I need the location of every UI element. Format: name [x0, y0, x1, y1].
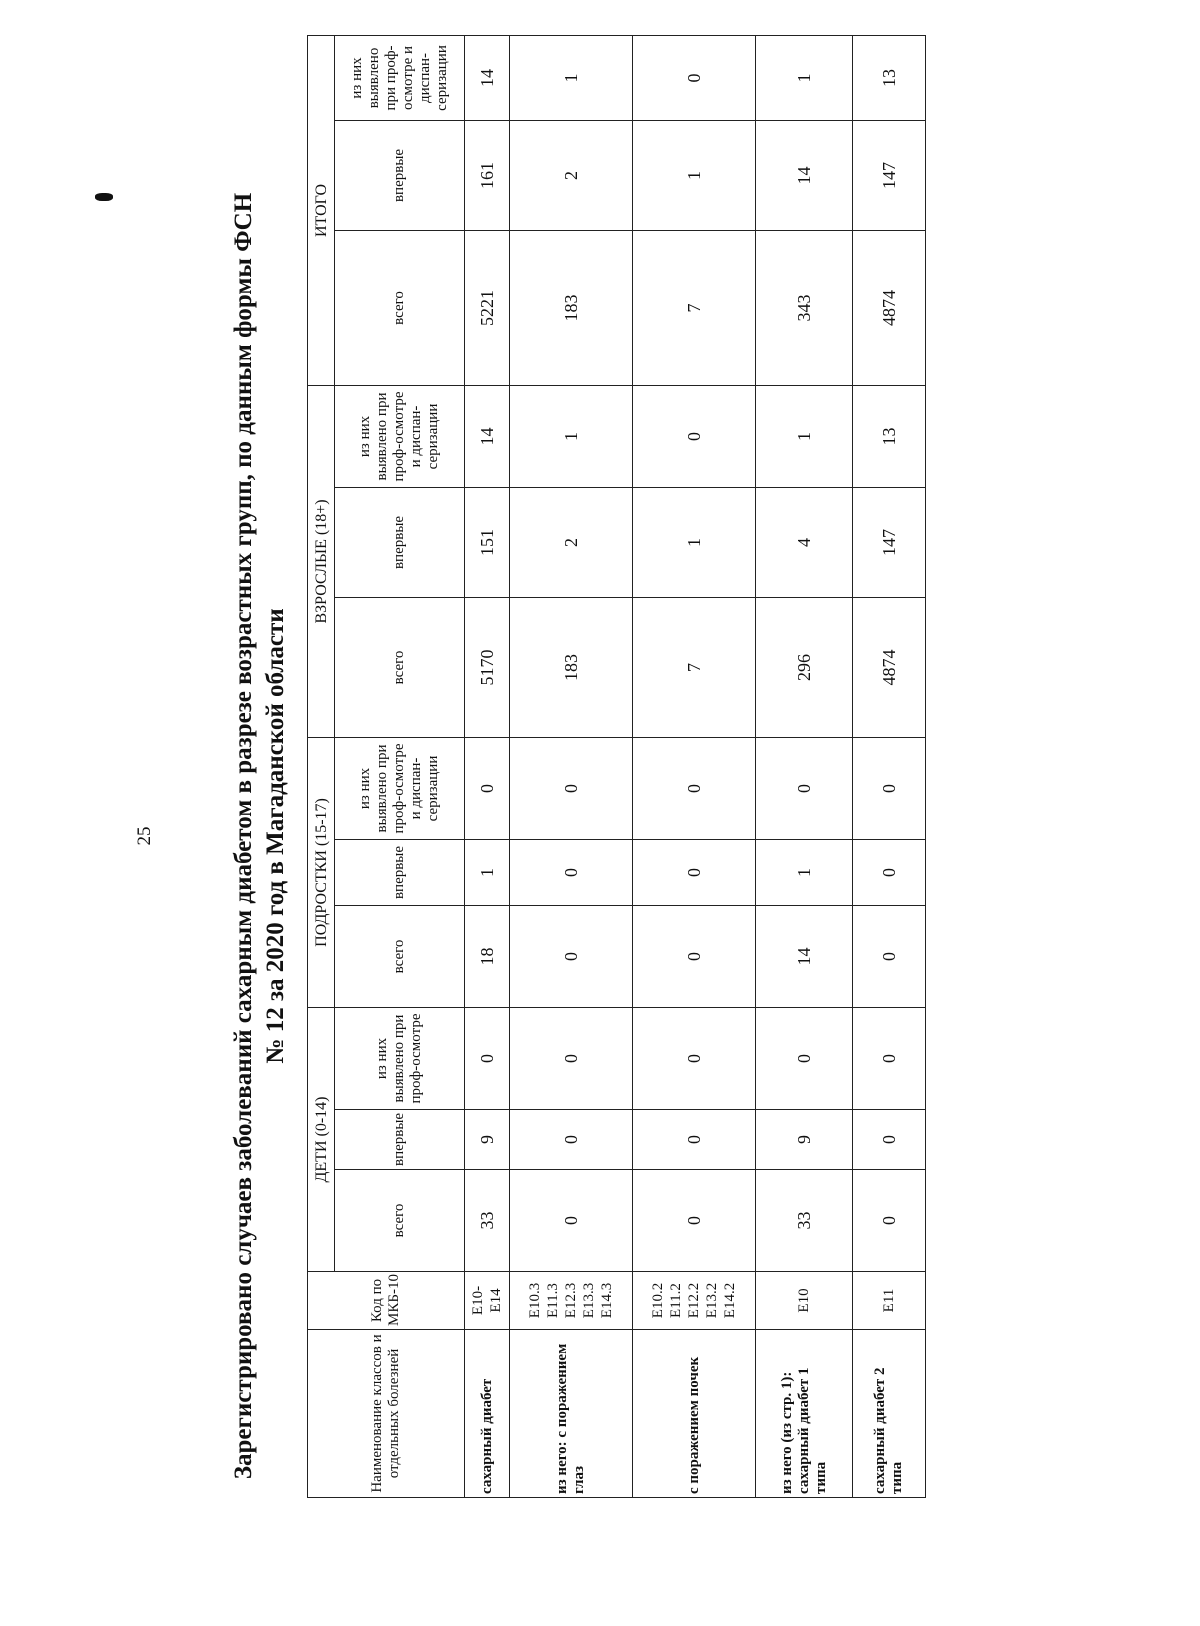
- row-code: Е10: [756, 1272, 853, 1330]
- cell: 0: [510, 1110, 633, 1170]
- sub-header-screening: из них выявлено при проф-осмотре и диспан-серизации: [335, 737, 465, 839]
- cell: 0: [510, 906, 633, 1008]
- cell: 0: [853, 1110, 926, 1170]
- sub-header-total: всего: [335, 1170, 465, 1272]
- cell: 183: [510, 597, 633, 737]
- row-code: Е10.3 Е11.3 Е12.3 Е13.3 Е14.3: [510, 1272, 633, 1330]
- cell: 13: [853, 35, 926, 120]
- cell: 18: [465, 906, 510, 1008]
- cell: 9: [756, 1110, 853, 1170]
- cell: 1: [465, 840, 510, 906]
- title-line-2: № 12 за 2020 год в Магаданской области: [262, 608, 289, 1064]
- table-row: [633, 35, 756, 1497]
- title-line-1: Зарегистрировано случаев заболеваний сахарным диабетом в разрезе возрастных групп, по данным формы ФСН: [230, 192, 257, 1480]
- cell: 161: [465, 120, 510, 230]
- row-name: сахарный диабет 2 типа: [853, 1330, 926, 1498]
- group-header-children: ДЕТИ (0-14): [308, 1008, 335, 1272]
- cell: 1: [510, 35, 633, 120]
- cell: 0: [633, 737, 756, 839]
- row-code: Е11: [853, 1272, 926, 1330]
- cell: 1: [756, 385, 853, 487]
- cell: 7: [633, 597, 756, 737]
- cell: 0: [633, 1110, 756, 1170]
- cell: 1: [510, 385, 633, 487]
- cell: 0: [633, 35, 756, 120]
- sub-header-first-time: впервые: [335, 1110, 465, 1170]
- cell: 0: [633, 1008, 756, 1110]
- cell: 0: [465, 1008, 510, 1110]
- table-row: [853, 35, 926, 1497]
- cell: 7: [633, 230, 756, 385]
- table-row: [510, 35, 633, 1497]
- cell: 14: [756, 120, 853, 230]
- cell: 0: [510, 1170, 633, 1272]
- page-number: 25: [134, 826, 155, 846]
- cell: 151: [465, 487, 510, 597]
- col-header-code: Код по МКБ-10: [308, 1272, 465, 1330]
- cell: 343: [756, 230, 853, 385]
- row-code: Е10-Е14: [465, 1272, 510, 1330]
- cell: 14: [756, 906, 853, 1008]
- table-row: [756, 35, 853, 1497]
- ink-mark: [95, 193, 113, 201]
- cell: 0: [633, 385, 756, 487]
- cell: 147: [853, 120, 926, 230]
- cell: 0: [510, 737, 633, 839]
- cell: 1: [756, 840, 853, 906]
- cell: 33: [465, 1170, 510, 1272]
- cell: 147: [853, 487, 926, 597]
- table-row: [465, 35, 510, 1497]
- cell: 1: [633, 487, 756, 597]
- row-name: из него: с поражением глаз: [510, 1330, 633, 1498]
- group-header-teens: ПОДРОСТКИ (15-17): [308, 737, 335, 1007]
- cell: 0: [853, 840, 926, 906]
- col-header-name: Наименование классов и отдельных болезней: [308, 1330, 465, 1498]
- cell: 4: [756, 487, 853, 597]
- cell: 0: [633, 1170, 756, 1272]
- row-code: Е10.2 Е11.2 Е12.2 Е13.2 Е14.2: [633, 1272, 756, 1330]
- cell: 1: [756, 35, 853, 120]
- cell: 0: [756, 1008, 853, 1110]
- diabetes-table: [307, 35, 926, 1498]
- cell: 33: [756, 1170, 853, 1272]
- cell: 0: [756, 737, 853, 839]
- sub-header-screening: из них выявлено при проф-осмотре: [335, 1008, 465, 1110]
- cell: 0: [853, 1170, 926, 1272]
- sub-header-screening: из них выявлено при проф-осмотре и диспан-серизации: [335, 385, 465, 487]
- cell: 2: [510, 487, 633, 597]
- cell: 296: [756, 597, 853, 737]
- cell: 0: [633, 906, 756, 1008]
- row-name: из него (из стр. 1): сахарный диабет 1 типа: [756, 1330, 853, 1498]
- cell: 0: [465, 737, 510, 839]
- cell: 0: [510, 840, 633, 906]
- cell: 14: [465, 35, 510, 120]
- cell: 1: [633, 120, 756, 230]
- sub-header-total: всего: [335, 230, 465, 385]
- cell: 0: [853, 1008, 926, 1110]
- cell: 5221: [465, 230, 510, 385]
- cell: 4874: [853, 597, 926, 737]
- sub-header-first-time: впервые: [335, 120, 465, 230]
- group-header-adults: ВЗРОСЛЫЕ (18+): [308, 385, 335, 737]
- cell: 14: [465, 385, 510, 487]
- sub-header-screening: из них выявлено при проф-осмотре и диспан-серизации: [335, 35, 465, 120]
- cell: 0: [853, 737, 926, 839]
- row-name: с поражением почек: [633, 1330, 756, 1498]
- row-name: сахарный диабет: [465, 1330, 510, 1498]
- sub-header-first-time: впервые: [335, 840, 465, 906]
- cell: 2: [510, 120, 633, 230]
- cell: 13: [853, 385, 926, 487]
- cell: 9: [465, 1110, 510, 1170]
- sub-header-first-time: впервые: [335, 487, 465, 597]
- cell: 183: [510, 230, 633, 385]
- sub-header-total: всего: [335, 597, 465, 737]
- cell: 0: [510, 1008, 633, 1110]
- cell: 0: [633, 840, 756, 906]
- cell: 4874: [853, 230, 926, 385]
- sub-header-total: всего: [335, 906, 465, 1008]
- group-header-total: ИТОГО: [308, 35, 335, 385]
- cell: 5170: [465, 597, 510, 737]
- cell: 0: [853, 906, 926, 1008]
- page-title: [228, 186, 292, 1486]
